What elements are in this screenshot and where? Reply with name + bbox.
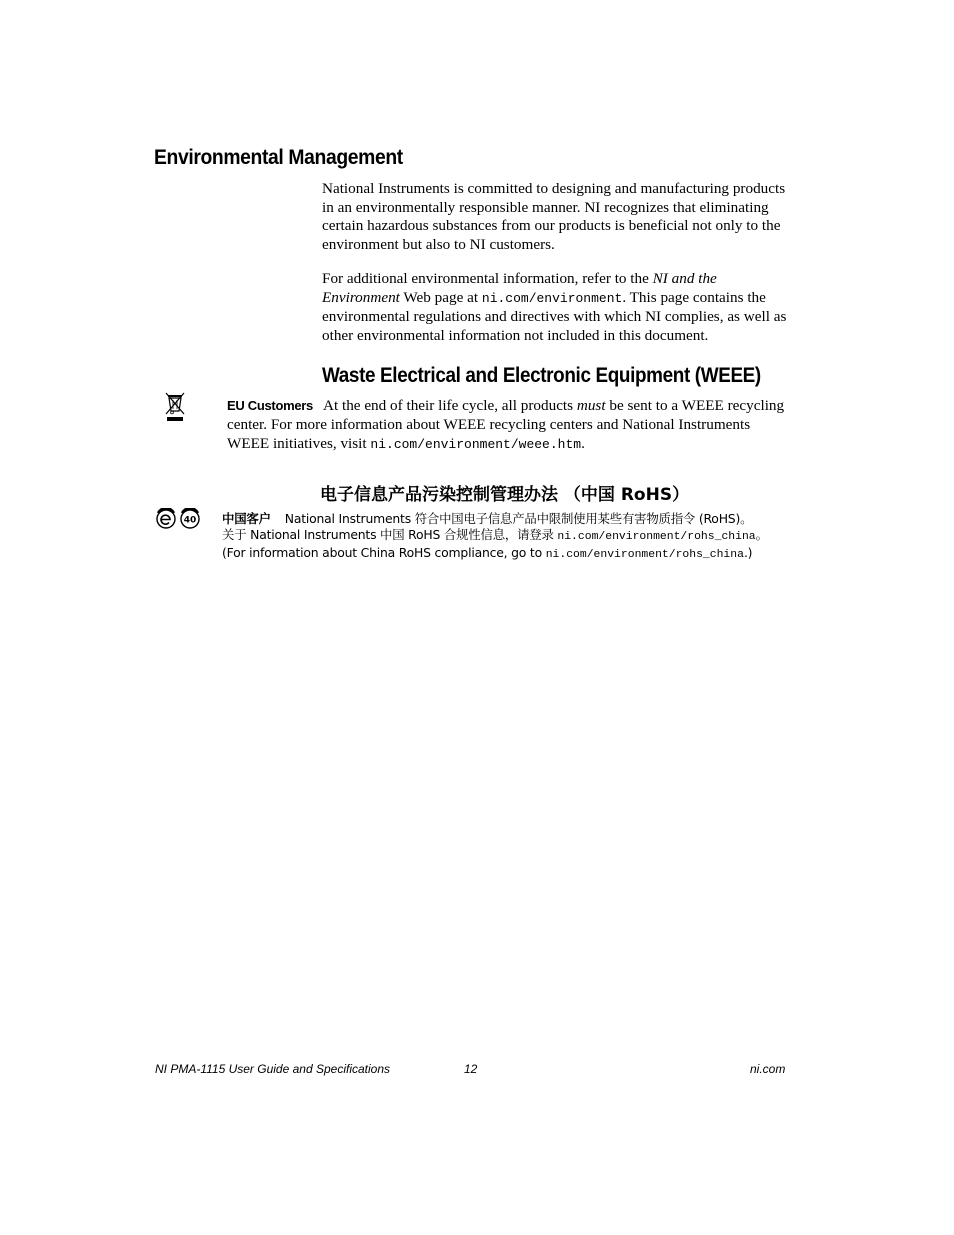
weee-paragraph — [227, 396, 792, 455]
env-text-2: Web page at — [399, 288, 482, 306]
china-line-2 — [222, 527, 802, 545]
crossed-out-wheelie-bin-icon — [163, 390, 187, 422]
china-line-1-text: National Instruments 符合中国电子信息产品中限制使用某些有害物质指令 (RoHS)。 — [284, 511, 753, 526]
rohs-china-url-english[interactable]: ni.com/environment/rohs_china — [545, 549, 744, 561]
weee-title: Waste Electrical and Electronic Equipment (WEEE) — [322, 364, 761, 387]
section-title: Environmental Management — [154, 146, 403, 169]
weee-text-3: . — [581, 435, 585, 453]
rohs-40-label: 40 — [183, 515, 197, 526]
env-text-1: For additional environmental information, refer to the — [322, 270, 653, 287]
china-line-3-end: .) — [743, 545, 753, 560]
rohs-40-year-icon — [179, 508, 201, 530]
footer-doc-title: NI PMA-1115 User Guide and Specifications — [155, 1062, 391, 1076]
weee-emphasis: must — [576, 397, 606, 414]
china-rohs-title: 电子信息产品污染控制管理办法 （中国 RoHS） — [320, 485, 690, 505]
weee-url[interactable]: ni.com/environment/weee.htm — [370, 437, 582, 453]
env-page-title: NI and the Environment — [322, 270, 717, 306]
china-rohs-block — [222, 511, 802, 563]
footer-website[interactable]: ni.com — [750, 1062, 786, 1076]
china-line-1 — [222, 511, 802, 527]
environment-paragraph — [322, 270, 792, 345]
china-line-3-text: (For information about China RoHS compliance, go to — [222, 545, 546, 560]
environment-url[interactable]: ni.com/environment — [481, 290, 623, 306]
eu-customers-label: EU Customers — [227, 398, 313, 413]
weee-text-1: At the end of their life cycle, all products — [322, 397, 577, 414]
env-text-3: . This page contains the environmental regulations and directives with which NI complies, as well as other environmental information not included in this document. — [322, 288, 787, 344]
footer-page-number: 12 — [464, 1062, 478, 1076]
rohs-e-mark-icon — [155, 508, 177, 530]
intro-paragraph: National Instruments is committed to designing and manufacturing products in an environmentally responsible manner. NI recognizes that eliminating certain hazardous substances from our products is beneficial not only to the environment but also to NI customers. — [322, 180, 786, 253]
weee-text-2: be sent to a WEEE recycling center. For more information about WEEE recycling centers and National Instruments WEEE initiatives, visit — [227, 397, 785, 453]
rohs-china-url[interactable]: ni.com/environment/rohs_china — [557, 531, 756, 543]
china-line-3 — [222, 545, 802, 563]
china-line-2-end: 。 — [755, 527, 768, 542]
china-line-2-text: 关于 National Instruments 中国 RoHS 合规性信息，请登录 — [222, 527, 558, 542]
china-customers-label: 中国客户 — [222, 511, 271, 526]
